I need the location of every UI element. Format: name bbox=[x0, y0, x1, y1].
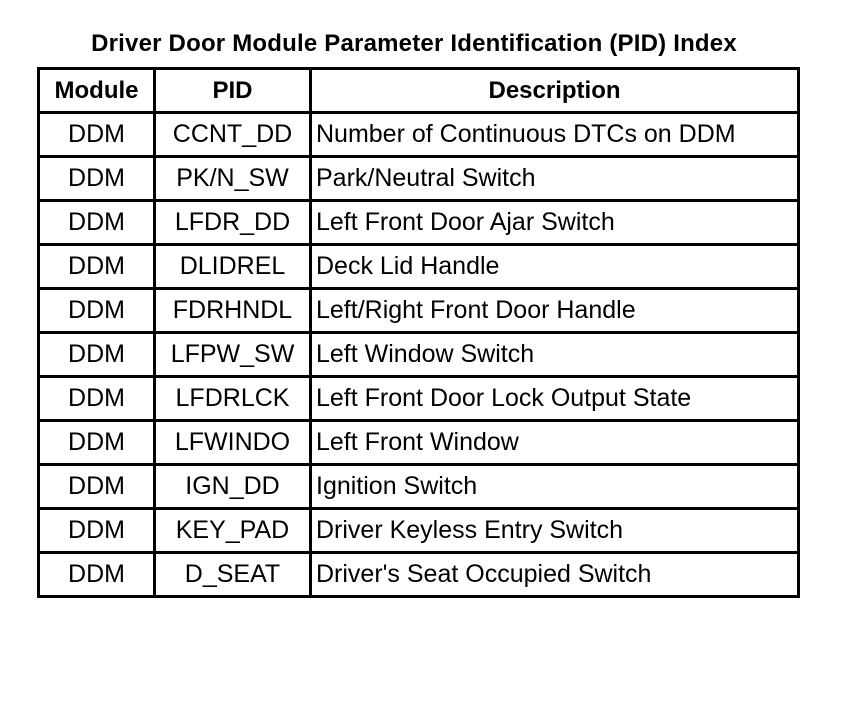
table-row bbox=[39, 465, 799, 509]
description-cell: Driver's Seat Occupied Switch bbox=[311, 553, 799, 597]
table-row bbox=[39, 377, 799, 421]
description-cell: Driver Keyless Entry Switch bbox=[311, 509, 799, 553]
table-row bbox=[39, 201, 799, 245]
table-row bbox=[39, 333, 799, 377]
pid-cell: D_SEAT bbox=[155, 553, 311, 597]
column-header-module: Module bbox=[39, 69, 155, 113]
column-header-pid: PID bbox=[155, 69, 311, 113]
module-cell: DDM bbox=[39, 509, 155, 553]
pid-cell: LFWINDO bbox=[155, 421, 311, 465]
table-row bbox=[39, 289, 799, 333]
pid-index-table bbox=[37, 67, 800, 598]
pid-cell: LFDR_DD bbox=[155, 201, 311, 245]
description-cell: Park/Neutral Switch bbox=[311, 157, 799, 201]
module-cell: DDM bbox=[39, 377, 155, 421]
pid-cell: LFPW_SW bbox=[155, 333, 311, 377]
pid-cell: CCNT_DD bbox=[155, 113, 311, 157]
module-cell: DDM bbox=[39, 289, 155, 333]
module-cell: DDM bbox=[39, 333, 155, 377]
pid-cell: LFDRLCK bbox=[155, 377, 311, 421]
module-cell: DDM bbox=[39, 421, 155, 465]
pid-cell: KEY_PAD bbox=[155, 509, 311, 553]
description-cell: Left Front Window bbox=[311, 421, 799, 465]
module-cell: DDM bbox=[39, 465, 155, 509]
module-cell: DDM bbox=[39, 245, 155, 289]
description-cell: Left Window Switch bbox=[311, 333, 799, 377]
table-header-row bbox=[39, 69, 799, 113]
description-cell: Number of Continuous DTCs on DDM bbox=[311, 113, 799, 157]
pid-cell: IGN_DD bbox=[155, 465, 311, 509]
description-cell: Deck Lid Handle bbox=[311, 245, 799, 289]
table-row bbox=[39, 553, 799, 597]
pid-cell: FDRHNDL bbox=[155, 289, 311, 333]
module-cell: DDM bbox=[39, 113, 155, 157]
table-row bbox=[39, 509, 799, 553]
description-cell: Ignition Switch bbox=[311, 465, 799, 509]
pid-cell: PK/N_SW bbox=[155, 157, 311, 201]
module-cell: DDM bbox=[39, 553, 155, 597]
description-cell: Left Front Door Ajar Switch bbox=[311, 201, 799, 245]
description-cell: Left/Right Front Door Handle bbox=[311, 289, 799, 333]
table-row bbox=[39, 113, 799, 157]
page-title: Driver Door Module Parameter Identification (PID) Index bbox=[91, 30, 737, 57]
module-cell: DDM bbox=[39, 157, 155, 201]
module-cell: DDM bbox=[39, 201, 155, 245]
pid-cell: DLIDREL bbox=[155, 245, 311, 289]
table-row bbox=[39, 421, 799, 465]
column-header-description: Description bbox=[311, 69, 799, 113]
table-row bbox=[39, 157, 799, 201]
description-cell: Left Front Door Lock Output State bbox=[311, 377, 799, 421]
table-row bbox=[39, 245, 799, 289]
